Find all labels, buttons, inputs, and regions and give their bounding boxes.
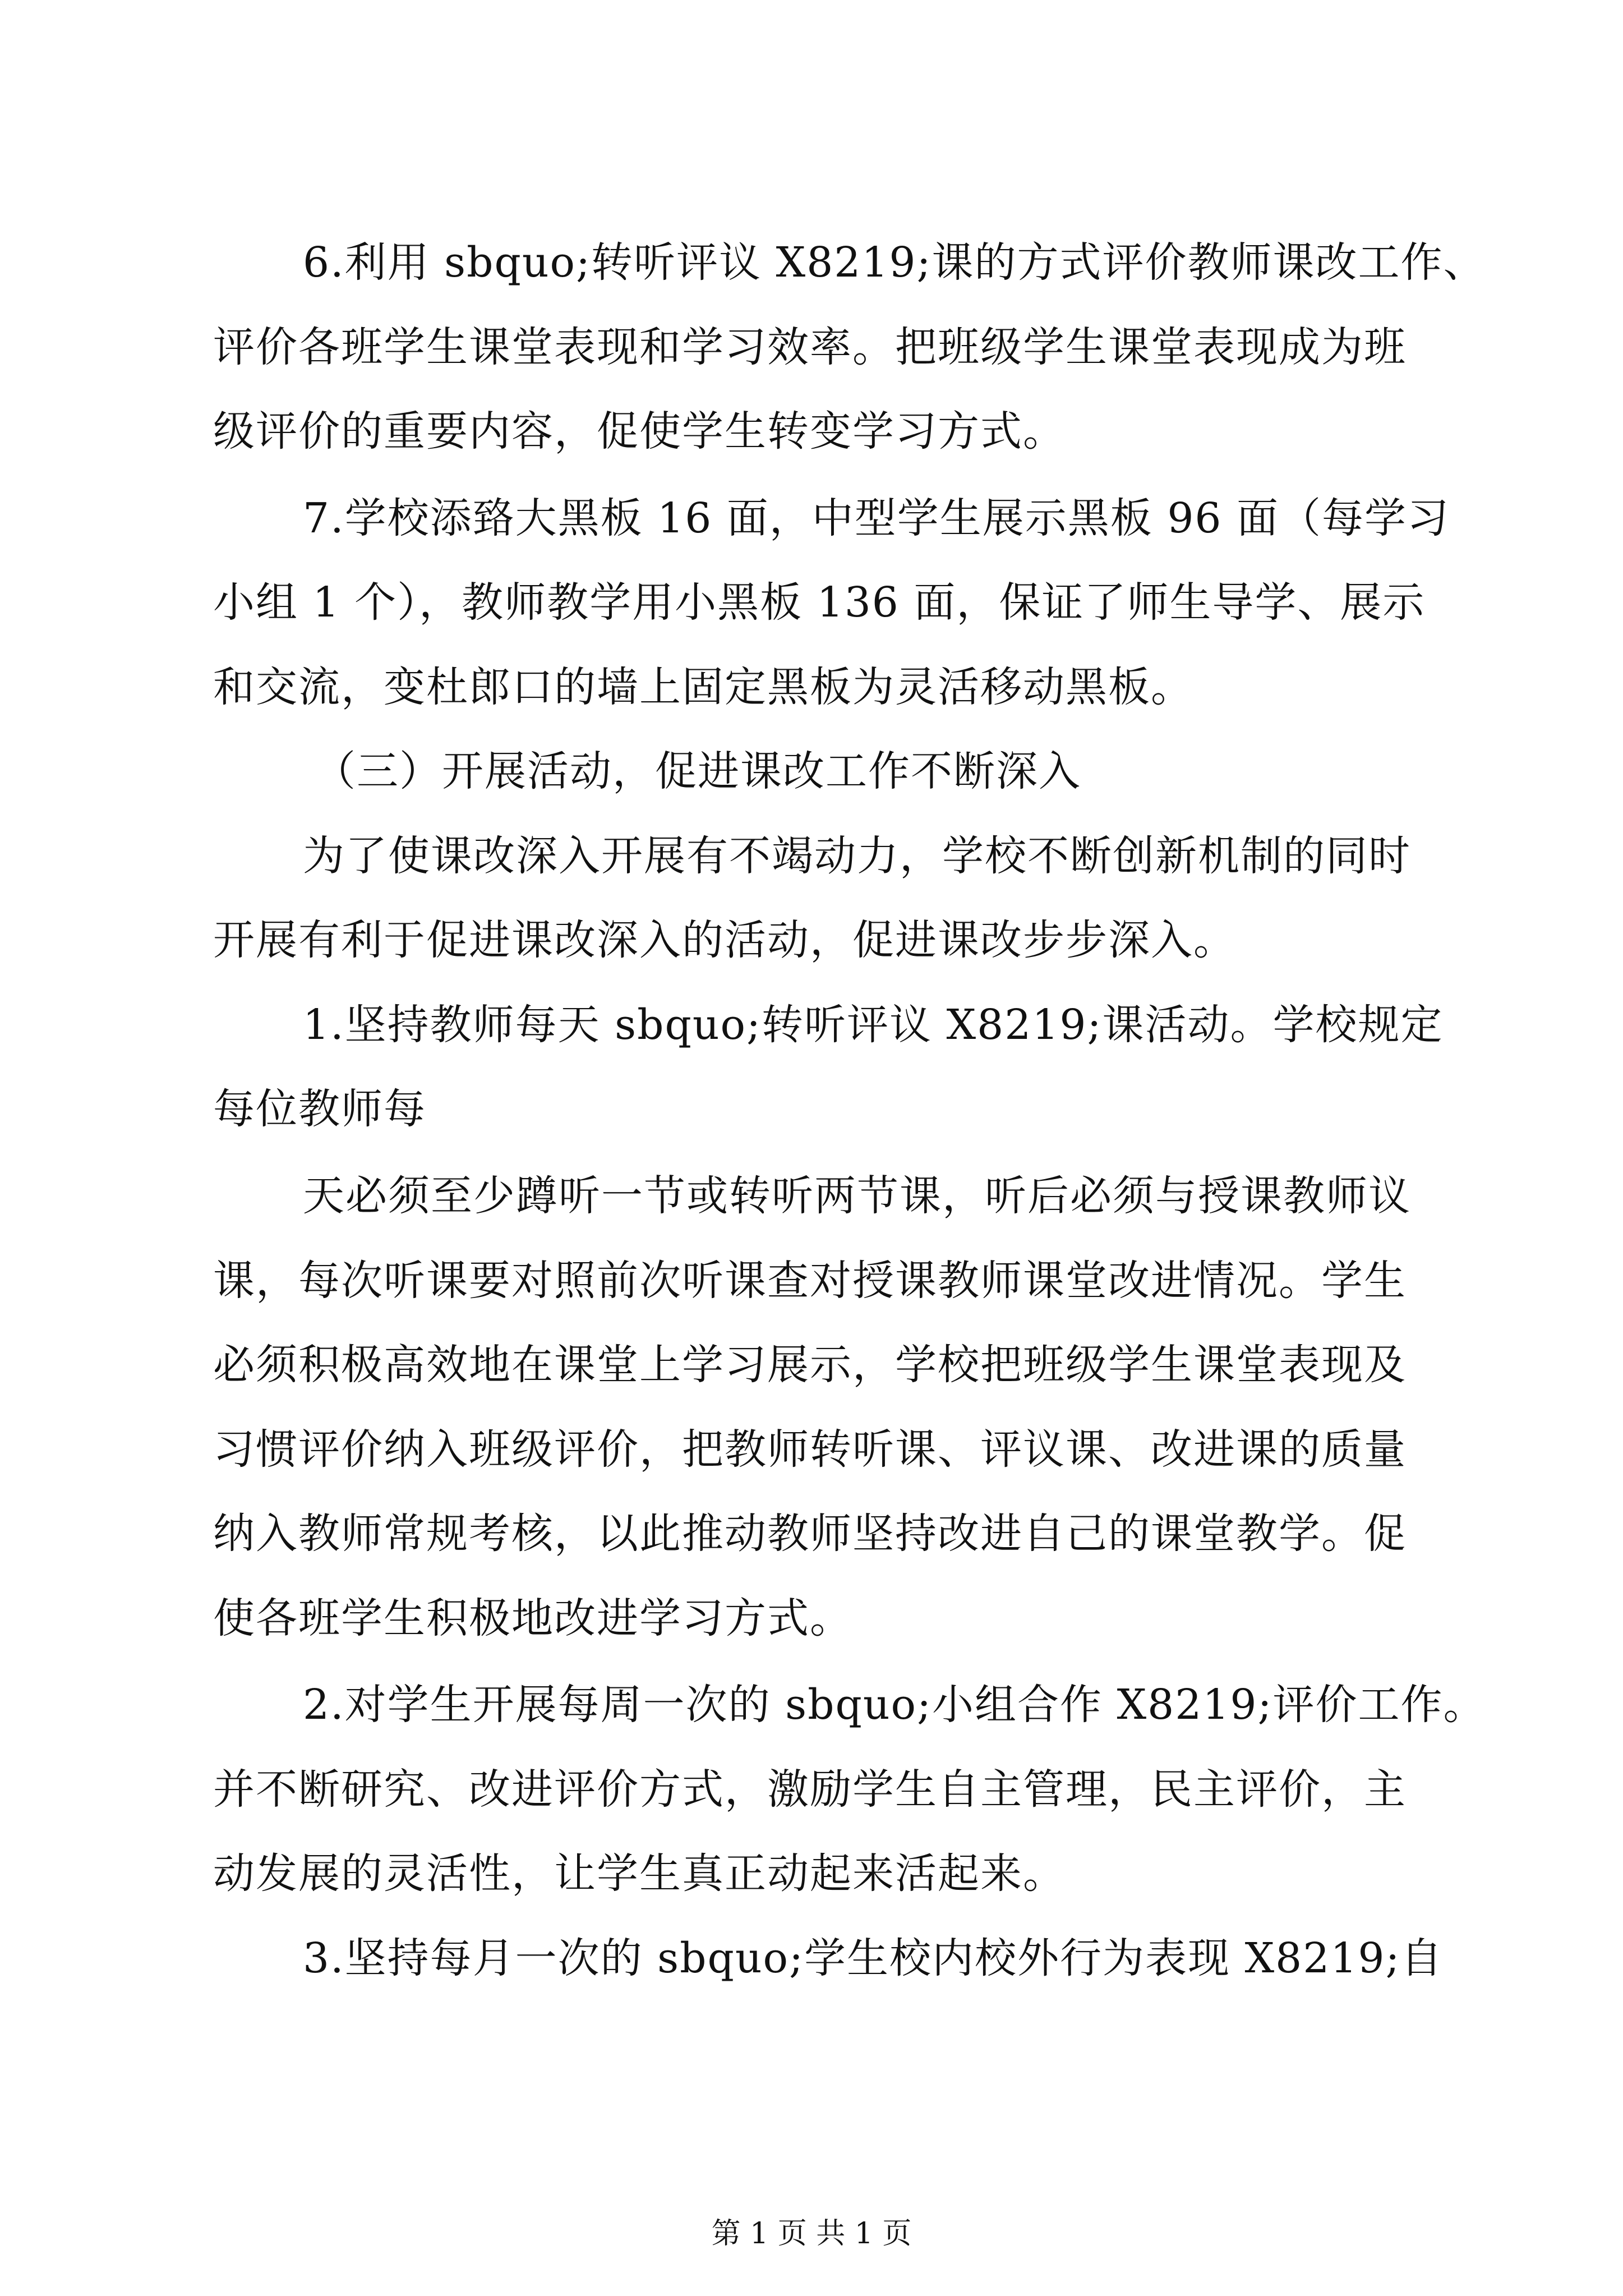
- text-line-15: 习惯评价纳入班级评价，把教师转听课、评议课、改进课的质量: [213, 1425, 1407, 1474]
- section-heading: （三）开展活动，促进课改工作不断深入: [314, 747, 1081, 795]
- text-line-6: 和交流，变杜郎口的墙上固定黑板为灵活移动黑板。: [213, 663, 1193, 711]
- page-footer: 第 1 页 共 1 页: [711, 2217, 912, 2251]
- text-line-12: 天必须至少蹲听一节或转听两节课，听后必须与授课教师议: [303, 1172, 1411, 1220]
- text-line-5: 小组 1 个），教师教学用小黑板 136 面，保证了师生导学、展示: [213, 578, 1426, 627]
- text-line-13: 课，每次听课要对照前次听课查对授课教师课堂改进情况。学生: [213, 1257, 1407, 1305]
- text-line-9: 开展有利于促进课改深入的活动，促进课改步步深入。: [213, 916, 1236, 964]
- text-line-4: 7.学校添臵大黑板 16 面，中型学生展示黑板 96 面（每学习: [303, 494, 1450, 542]
- text-line-21: 3.坚持每月一次的 sbquo;学生校内校外行为表现 X8219;自: [303, 1934, 1444, 1982]
- text-line-3: 级评价的重要内容，促使学生转变学习方式。: [213, 407, 1066, 455]
- text-line-8: 为了使课改深入开展有不竭动力，学校不断创新机制的同时: [303, 832, 1411, 880]
- text-line-1: 6.利用 sbquo;转听评议 X8219;课的方式评价教师课改工作、: [303, 238, 1486, 287]
- text-line-16: 纳入教师常规考核，以此推动教师坚持改进自己的课堂教学。促: [213, 1510, 1407, 1558]
- text-line-20: 动发展的灵活性，让学生真正动起来活起来。: [213, 1849, 1066, 1898]
- text-line-2: 评价各班学生课堂表现和学习效率。把班级学生课堂表现成为班: [213, 323, 1407, 371]
- text-line-14: 必须积极高效地在课堂上学习展示，学校把班级学生课堂表现及: [213, 1341, 1407, 1389]
- text-line-11: 每位教师每: [213, 1085, 426, 1133]
- text-line-18: 2.对学生开展每周一次的 sbquo;小组合作 X8219;评价工作。: [303, 1681, 1486, 1729]
- text-line-19: 并不断研究、改进评价方式，激励学生自主管理，民主评价，主: [213, 1765, 1407, 1814]
- text-line-17: 使各班学生积极地改进学习方式。: [213, 1594, 852, 1642]
- text-line-10: 1.坚持教师每天 sbquo;转听评议 X8219;课活动。学校规定: [303, 1001, 1444, 1049]
